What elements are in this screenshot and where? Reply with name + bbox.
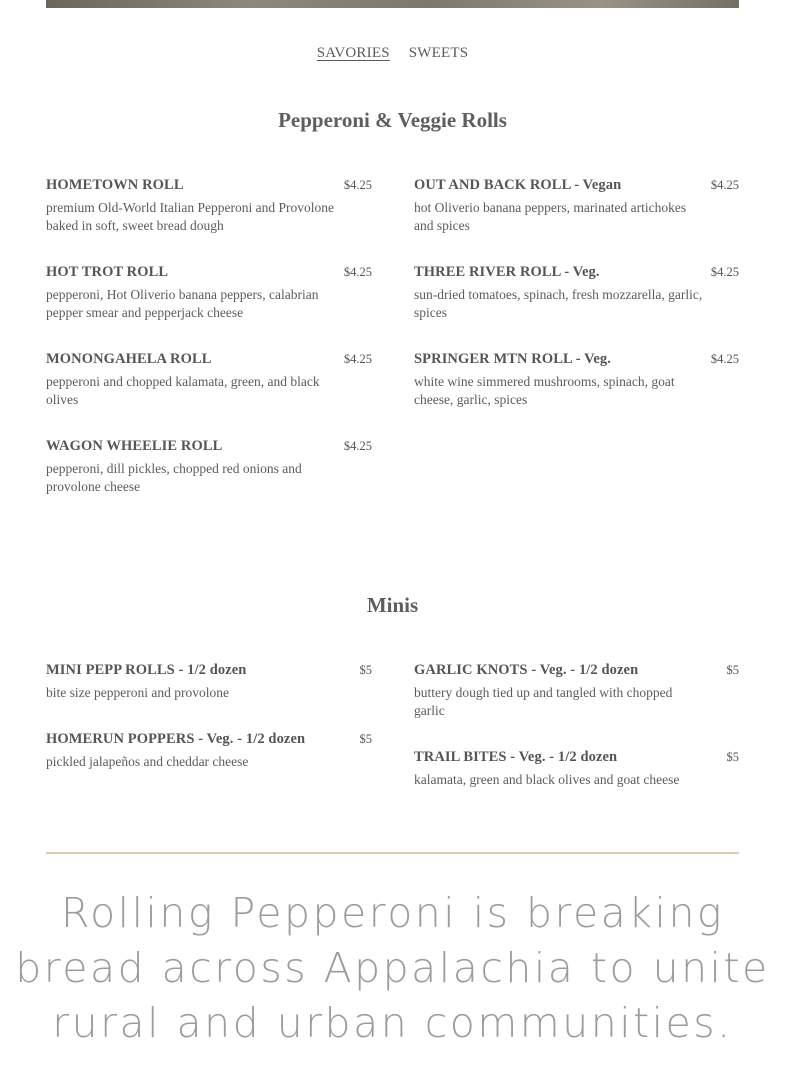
menu-item [414,749,739,789]
item-price: $4.25 [710,265,739,279]
item-name: GARLIC KNOTS - Veg. - 1/2 dozen [414,662,639,678]
rolls-left-column [46,177,372,525]
item-description: premium Old-World Italian Pepperoni and Provolone baked in soft, sweet bread dough [46,200,334,233]
item-description: pepperoni, Hot Oliverio banana peppers, calabrian pepper smear and pepperjack cheese [46,287,319,320]
item-name: HOMETOWN ROLL [46,177,184,193]
menu-item [414,177,739,264]
item-price: $5 [359,732,372,746]
menu-item [414,264,739,351]
menu-item [46,351,372,438]
item-description: white wine simmered mushrooms, spinach, goat cheese, garlic, spices [414,374,675,407]
item-description: hot Oliverio banana peppers, marinated artichokes and spices [414,200,687,233]
item-name: SPRINGER MTN ROLL - Veg. [414,351,611,367]
item-name: WAGON WHEELIE ROLL [46,438,223,454]
mission-tagline: Rolling Pepperoni is breaking bread across Appalachia to unite rural and urban communities. [15,889,770,1047]
tab-savories[interactable]: SAVORIES [316,45,390,61]
menu-item [46,438,372,525]
item-name: HOT TROT ROLL [46,264,169,280]
item-description: sun-dried tomatoes, spinach, fresh mozzarella, garlic, spices [414,287,703,320]
item-name: OUT AND BACK ROLL - Vegan [414,177,622,193]
item-price: $4.25 [710,352,739,366]
item-price: $5 [726,663,739,677]
minis-menu-grid [46,662,739,800]
item-price: $4.25 [343,439,372,453]
item-name: MONONGAHELA ROLL [46,351,212,367]
item-price: $4.25 [343,265,372,279]
minis-right-column [414,662,739,800]
hero-image-strip [46,0,739,8]
menu-item [414,351,739,438]
tab-sweets[interactable]: SWEETS [408,45,469,61]
menu-item [414,662,739,749]
rolls-menu-grid [46,177,739,525]
item-name: TRAIL BITES - Veg. - 1/2 dozen [414,749,618,765]
item-name: THREE RIVER ROLL - Veg. [414,264,600,280]
item-description: buttery dough tied up and tangled with chopped garlic [414,685,673,718]
section-divider [46,852,739,854]
item-description: pepperoni and chopped kalamata, green, and black olives [46,374,320,407]
menu-tabs [0,45,785,62]
item-description: pepperoni, dill pickles, chopped red onions and provolone cheese [46,461,302,494]
section-title-rolls: Pepperoni & Veggie Rolls [278,108,507,132]
item-price: $5 [726,750,739,764]
item-description: kalamata, green and black olives and goat cheese [414,772,680,787]
section-title-minis: Minis [366,593,419,617]
rolls-right-column [414,177,739,525]
item-description: bite size pepperoni and provolone [46,685,229,700]
item-price: $5 [359,663,372,677]
item-price: $4.25 [710,178,739,192]
item-description: pickled jalapeños and cheddar cheese [46,754,249,769]
item-name: HOMERUN POPPERS - Veg. - 1/2 dozen [46,731,306,747]
menu-item [46,177,372,264]
item-price: $4.25 [343,178,372,192]
minis-left-column [46,662,372,800]
menu-item [46,731,372,800]
menu-item [46,662,372,731]
item-name: MINI PEPP ROLLS - 1/2 dozen [46,662,247,678]
menu-item [46,264,372,351]
item-price: $4.25 [343,352,372,366]
